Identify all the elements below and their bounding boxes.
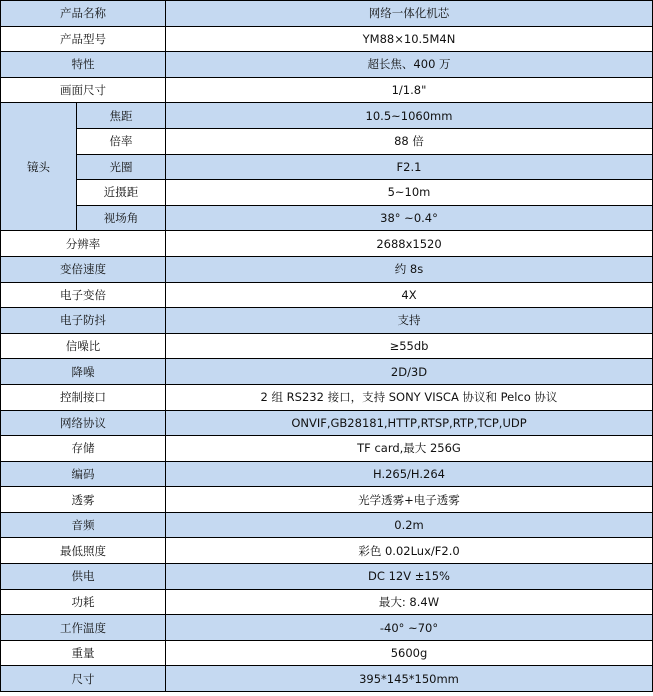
spec-value: 10.5~1060mm — [166, 103, 653, 129]
spec-table-body — [1, 1, 653, 692]
spec-row — [1, 487, 653, 513]
spec-row — [1, 333, 653, 359]
spec-value: F2.1 — [166, 154, 653, 180]
spec-value: 约 8s — [166, 256, 653, 282]
spec-label: 供电 — [1, 564, 166, 590]
spec-label: 功耗 — [1, 589, 166, 615]
spec-value: 光学透雾+电子透雾 — [166, 487, 653, 513]
spec-row — [1, 256, 653, 282]
spec-value: 2 组 RS232 接口，支持 SONY VISCA 协议和 Pelco 协议 — [166, 384, 653, 410]
spec-value: H.265/H.264 — [166, 461, 653, 487]
spec-row — [1, 103, 653, 129]
spec-label: 降噪 — [1, 359, 166, 385]
spec-label: 分辨率 — [1, 231, 166, 257]
spec-sub-label: 视场角 — [77, 205, 166, 231]
spec-sub-label: 近摄距 — [77, 180, 166, 206]
spec-row — [1, 640, 653, 666]
spec-row — [1, 538, 653, 564]
spec-value: 395*145*150mm — [166, 666, 653, 692]
spec-row — [1, 180, 653, 206]
spec-label: 网络协议 — [1, 410, 166, 436]
spec-row — [1, 231, 653, 257]
spec-value: 最大: 8.4W — [166, 589, 653, 615]
spec-row — [1, 564, 653, 590]
spec-sub-label: 焦距 — [77, 103, 166, 129]
spec-label: 透雾 — [1, 487, 166, 513]
spec-label: 重量 — [1, 640, 166, 666]
spec-label: 电子防抖 — [1, 308, 166, 334]
spec-label: 音频 — [1, 512, 166, 538]
spec-label: 电子变倍 — [1, 282, 166, 308]
spec-row — [1, 77, 653, 103]
spec-value: 4X — [166, 282, 653, 308]
spec-value: ONVIF,GB28181,HTTP,RTSP,RTP,TCP,UDP — [166, 410, 653, 436]
spec-label: 尺寸 — [1, 666, 166, 692]
spec-label: 最低照度 — [1, 538, 166, 564]
spec-value: 38° ~0.4° — [166, 205, 653, 231]
spec-sub-label: 倍率 — [77, 128, 166, 154]
spec-row — [1, 359, 653, 385]
spec-label: 变倍速度 — [1, 256, 166, 282]
spec-label: 画面尺寸 — [1, 77, 166, 103]
spec-row — [1, 205, 653, 231]
spec-row — [1, 26, 653, 52]
spec-row — [1, 308, 653, 334]
spec-row — [1, 615, 653, 641]
spec-value: DC 12V ±15% — [166, 564, 653, 590]
spec-value: 0.2m — [166, 512, 653, 538]
spec-label: 控制接口 — [1, 384, 166, 410]
spec-value: 网络一体化机芯 — [166, 1, 653, 27]
spec-label: 特性 — [1, 52, 166, 78]
spec-value: 2D/3D — [166, 359, 653, 385]
spec-row — [1, 436, 653, 462]
spec-value: 彩色 0.02Lux/F2.0 — [166, 538, 653, 564]
spec-value: YM88×10.5M4N — [166, 26, 653, 52]
spec-row — [1, 384, 653, 410]
spec-row — [1, 666, 653, 692]
spec-value: ≥55db — [166, 333, 653, 359]
spec-value: 超长焦、400 万 — [166, 52, 653, 78]
spec-value: 2688x1520 — [166, 231, 653, 257]
spec-group-label: 镜头 — [1, 103, 77, 231]
spec-row — [1, 589, 653, 615]
spec-value: 88 倍 — [166, 128, 653, 154]
spec-sub-label: 光圈 — [77, 154, 166, 180]
spec-value: 5~10m — [166, 180, 653, 206]
spec-label: 存储 — [1, 436, 166, 462]
spec-value: 1/1.8" — [166, 77, 653, 103]
spec-row — [1, 410, 653, 436]
spec-row — [1, 154, 653, 180]
spec-label: 产品型号 — [1, 26, 166, 52]
spec-row — [1, 1, 653, 27]
spec-row — [1, 461, 653, 487]
spec-value: TF card,最大 256G — [166, 436, 653, 462]
spec-row — [1, 128, 653, 154]
spec-value: -40° ~70° — [166, 615, 653, 641]
spec-label: 编码 — [1, 461, 166, 487]
spec-value: 支持 — [166, 308, 653, 334]
spec-row — [1, 52, 653, 78]
spec-row — [1, 282, 653, 308]
spec-value: 5600g — [166, 640, 653, 666]
spec-label: 产品名称 — [1, 1, 166, 27]
spec-label: 工作温度 — [1, 615, 166, 641]
spec-row — [1, 512, 653, 538]
spec-label: 信噪比 — [1, 333, 166, 359]
